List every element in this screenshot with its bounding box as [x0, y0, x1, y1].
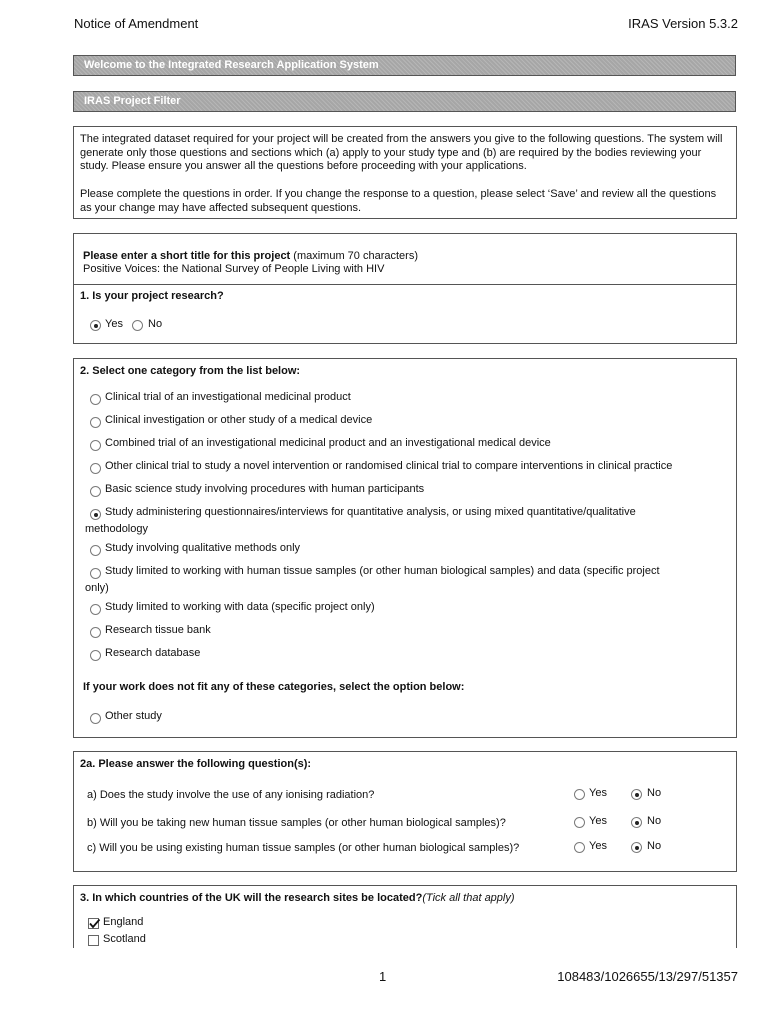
q2-option-radio[interactable]	[90, 463, 101, 474]
header-left: Notice of Amendment	[74, 16, 199, 31]
page-number: 1	[379, 969, 387, 984]
q2-section	[73, 358, 737, 738]
q2-option: Clinical investigation or other study of a medical device	[105, 414, 373, 426]
welcome-banner: Welcome to the Integrated Research Application System	[73, 55, 736, 76]
q2a-no-label: No	[647, 787, 662, 799]
q2-option: Clinical trial of an investigational medicinal product	[105, 391, 351, 403]
q2-option-radio[interactable]	[90, 394, 101, 405]
q3-scotland-label: Scotland	[103, 933, 146, 945]
q3-label: 3. In which countries of the UK will the research sites be located?(Tick all that apply)	[80, 892, 515, 904]
q3-england-label: England	[103, 916, 144, 928]
q2a-yes-label: Yes	[589, 840, 607, 852]
q2-other-radio[interactable]	[90, 713, 101, 724]
short-title-label: Please enter a short title for this project (maximum 70 characters)	[83, 250, 418, 262]
q1-label: 1. Is your project research?	[80, 290, 224, 302]
q2a-label: 2a. Please answer the following question(s):	[80, 758, 312, 770]
q2-option: Basic science study involving procedures with human participants	[105, 483, 425, 495]
q2-option-radio[interactable]	[90, 650, 101, 661]
header-right: IRAS Version 5.3.2	[628, 16, 738, 31]
intro-paragraph-2: Please complete the questions in order. If you change the response to a question, please select ‘Save’ and review all the questions as your change may have affected subsequent questions.	[80, 188, 717, 214]
q2a-no-label: No	[647, 840, 662, 852]
q1-yes-radio[interactable]	[90, 320, 101, 331]
q2-option: Combined trial of an investigational medicinal product and an investigational medical device	[105, 437, 551, 449]
q2-other-label: Other study	[105, 710, 162, 722]
q2-option: Other clinical trial to study a novel intervention or randomised clinical trial to compare interventions in clinical practice	[105, 460, 673, 472]
q3-scotland-checkbox[interactable]	[88, 935, 99, 946]
q1-no-label: No	[148, 318, 163, 330]
q2a-section	[73, 751, 737, 872]
q2-option-radio[interactable]	[90, 568, 101, 579]
q2-option-radio[interactable]	[90, 604, 101, 615]
q2-option: Research database	[105, 647, 201, 659]
q2-option: Research tissue bank	[105, 624, 211, 636]
q2-option: Study limited to working with data (specific project only)	[105, 601, 375, 613]
q2a-yes-radio[interactable]	[574, 789, 585, 800]
q3-england-checkbox[interactable]	[88, 918, 99, 929]
intro-paragraph-1: The integrated dataset required for your project will be created from the answers you give to the following questions. The system will generate only those questions and sections which (a) apply to your study type and (b) are required by the bodies reviewing your study. Please ensure you answer all the questions before proceeding with your applications.	[80, 133, 723, 172]
footer-reference: 108483/1026655/13/297/51357	[557, 969, 738, 984]
q2-label: 2. Select one category from the list below:	[80, 365, 301, 377]
q2-option-radio-selected[interactable]	[90, 509, 101, 520]
q2-option-selected: Study administering questionnaires/interviews for quantitative analysis, or using mixed quantitative/qualitative	[105, 506, 636, 518]
q2-option-radio[interactable]	[90, 417, 101, 428]
q2a-no-radio-selected[interactable]	[631, 789, 642, 800]
q2a-question: b) Will you be taking new human tissue samples (or other human biological samples)?	[87, 817, 506, 829]
q2-option-radio[interactable]	[90, 627, 101, 638]
q2a-no-label: No	[647, 815, 662, 827]
q2-option-radio[interactable]	[90, 545, 101, 556]
q2-option-radio[interactable]	[90, 440, 101, 451]
q2a-yes-radio[interactable]	[574, 842, 585, 853]
q1-no-radio[interactable]	[132, 320, 143, 331]
project-filter-banner: IRAS Project Filter	[73, 91, 736, 112]
q2a-no-radio-selected[interactable]	[631, 817, 642, 828]
q2a-question: c) Will you be using existing human tissue samples (or other human biological samples)?	[87, 842, 520, 854]
q1-yes-label: Yes	[105, 318, 123, 330]
intro-box	[73, 126, 737, 219]
q2a-question: a) Does the study involve the use of any ionising radiation?	[87, 789, 375, 801]
q2a-yes-label: Yes	[589, 815, 607, 827]
q2-other-prompt: If your work does not fit any of these categories, select the option below:	[83, 681, 465, 693]
q2a-yes-radio[interactable]	[574, 817, 585, 828]
checkmark-icon	[88, 917, 101, 930]
q3-section	[73, 885, 737, 948]
q2-option: Study limited to working with human tissue samples (or other human biological samples) and data (specific project	[105, 565, 660, 577]
q2-option-radio[interactable]	[90, 486, 101, 497]
short-title-value[interactable]: Positive Voices: the National Survey of People Living with HIV	[83, 263, 385, 275]
q2-option-continuation: only)	[85, 582, 109, 594]
q2-option: Study involving qualitative methods only	[105, 542, 301, 554]
q2a-no-radio-selected[interactable]	[631, 842, 642, 853]
title-section	[73, 233, 737, 344]
q2a-yes-label: Yes	[589, 787, 607, 799]
q2-option-continuation: methodology	[85, 523, 148, 535]
